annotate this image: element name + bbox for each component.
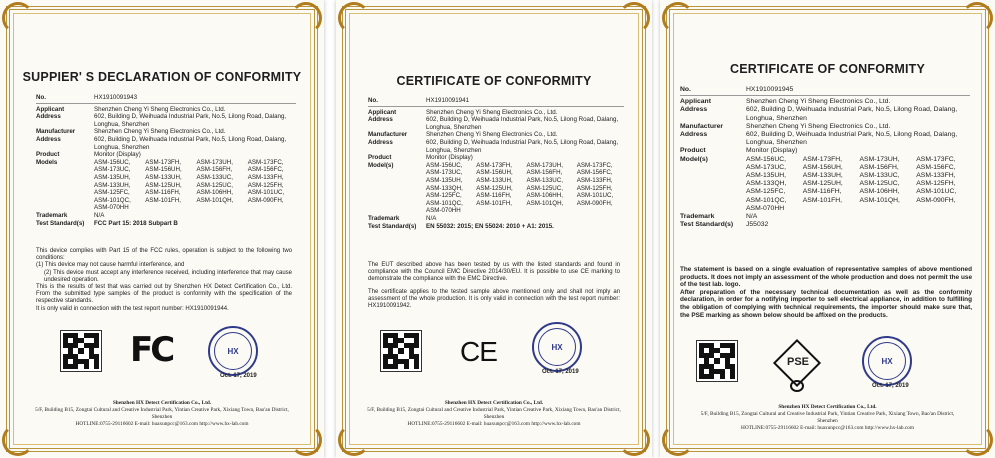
footer: Shenzhen HX Detect Certification Co., Ltd. 5/F, Building B15, Zongtai Cultural and Creative Industrial Park, Yintian Creative Park, Xixiang Town, Bao'an District, Shenzhen HOTLINE:0755-29116602 E-mail: huaxunpcc@163.com http://www.hx-lab.com xyxy=(367,400,621,427)
model-item: ASM-173UC, xyxy=(746,163,787,171)
model-item: ASM-101UC, xyxy=(247,189,285,197)
model-item: ASM-125FH, xyxy=(247,181,284,189)
model-item: ASM-133QH, xyxy=(426,184,463,192)
certificate-title: SUPPIER' S DECLARATION OF CONFORMITY xyxy=(22,70,302,84)
field-no: No. HX1910091943 xyxy=(36,94,138,101)
model-item: ASM-173FH, xyxy=(476,161,513,169)
model-item: ASM-125FH, xyxy=(916,180,956,188)
field-trademark: Trademark N/A xyxy=(680,213,758,221)
model-list xyxy=(94,159,296,212)
model-item: ASM-156UC, xyxy=(94,158,131,166)
corner-ornament-icon xyxy=(618,2,650,34)
issue-date: Oct. 17, 2019 xyxy=(220,373,257,379)
model-item: ASM-125UH, xyxy=(476,184,513,192)
model-item: ASM-090FH, xyxy=(247,196,284,204)
field-applicant: Applicant Shenzhen Cheng Yi Sheng Electronics Co., Ltd. xyxy=(680,98,891,106)
model-item: ASM-156FH, xyxy=(859,163,899,171)
model-item: ASM-070HH xyxy=(426,207,461,215)
corner-ornament-icon xyxy=(2,424,34,456)
model-item: ASM-133UC, xyxy=(526,176,563,184)
certification-seal: HX xyxy=(208,326,258,376)
model-item: ASM-101QC, xyxy=(746,196,787,204)
model-item: ASM-135UH, xyxy=(426,176,463,184)
field-address-2: Address 602, Building D, Weihuada Industrial Park, No.5, Lilong Road, Dalang, Longhua, Shenzhen xyxy=(680,131,958,147)
corner-ornament-icon xyxy=(338,424,370,456)
model-item: ASM-125FC, xyxy=(746,188,786,196)
field-product: Product Monitor (Display) xyxy=(680,147,798,155)
qr-code xyxy=(60,330,102,372)
model-item: ASM-101UC, xyxy=(916,188,957,196)
model-list xyxy=(746,156,970,213)
model-item: ASM-173UC, xyxy=(426,169,463,177)
model-item: ASM-090FH, xyxy=(916,196,956,204)
qr-code xyxy=(696,340,738,382)
corner-ornament-icon xyxy=(961,2,993,34)
model-item: ASM-090FH, xyxy=(576,199,613,207)
model-item: ASM-173FC, xyxy=(247,158,284,166)
model-item: ASM-106HH, xyxy=(196,189,233,197)
model-item: ASM-133UH, xyxy=(94,181,131,189)
certificate-pse xyxy=(660,0,995,458)
model-item: ASM-125UC, xyxy=(526,184,563,192)
model-item: ASM-133UH, xyxy=(145,173,182,181)
model-item: ASM-101FH, xyxy=(802,196,843,204)
field-models: Model(s) ASM-156UC, ASM-173FH, ASM-173UH, ASM-173FC, ASM-173UC, ASM-156UH, ASM-156FH, ASM-156FC, ASM-135UH, ASM-133UH, ASM-133UC, ASM-133FH, ASM-133QH, ASM-125UH, ASM-125UC, ASM-125FH, ASM-125FC, ASM-116FH, ASM-106HH, ASM-101UC, ASM-101QC, ASM-101FH, ASM-101QH, ASM-090FH, ASM-070HH xyxy=(680,156,970,213)
model-item: ASM-116FH, xyxy=(476,192,512,200)
statement-text: The statement is based on a single evaluation of representative samples of above mentioned products. It does not imply an assessment of the whole production and does not permit the use of the test lab. logo. After preparation of the necessary technical documentation as well as the conformity declaration, in order for a notifying importer to sell electrical appliance, in addition to fulfilling the obligation of complying with technical requirements, the importer should make sure that, the PSE marking as shown below should be affixed on the products. xyxy=(680,266,972,319)
model-item: ASM-116FH, xyxy=(145,189,181,197)
field-address-2: Address 602, Building D, Weihuada Industrial Park, No.5, Lilong Road, Dalang, Longhua, Shenzhen xyxy=(368,138,619,154)
certificate-fields xyxy=(680,86,970,229)
field-address: Address 602, Building D, Weihuada Industrial Park, No.5, Lilong Road, Dalang, Longhua, Shenzhen xyxy=(368,116,619,131)
model-item: ASM-070HH xyxy=(94,204,129,212)
model-item: ASM-173UH, xyxy=(526,161,563,169)
model-item: ASM-106HH, xyxy=(859,188,900,196)
certificate-ce xyxy=(336,0,652,458)
field-address-2: Address 602, Building D, Weihuada Industrial Park, No.5, Lilong Road, Dalang, Longhua, Shenzhen xyxy=(36,135,287,151)
model-item: ASM-101FH, xyxy=(145,196,182,204)
field-no: No. HX1910091945 xyxy=(680,86,794,93)
field-manufacturer: Manufacturer Shenzhen Cheng Yi Sheng Electronics Co., Ltd. xyxy=(680,122,891,130)
model-item: ASM-156UH, xyxy=(802,163,843,171)
issue-date: Oct. 17, 2019 xyxy=(542,369,579,375)
model-item: ASM-125FC, xyxy=(94,189,130,197)
model-item: ASM-101QC, xyxy=(426,199,463,207)
issue-date: Oct. 17, 2019 xyxy=(872,383,909,389)
corner-ornament-icon xyxy=(618,424,650,456)
field-product: Product Monitor (Display) xyxy=(368,154,473,162)
certificate-fields xyxy=(36,94,296,227)
model-item: ASM-133QH, xyxy=(746,180,787,188)
model-item: ASM-156FH, xyxy=(196,166,233,174)
model-item: ASM-125UC, xyxy=(196,181,233,189)
model-item: ASM-133FH, xyxy=(247,173,284,181)
model-item: ASM-133FH, xyxy=(576,176,613,184)
model-item: ASM-156FC, xyxy=(916,163,956,171)
model-item: ASM-116FH, xyxy=(802,188,842,196)
corner-ornament-icon xyxy=(338,2,370,34)
model-list xyxy=(426,162,624,215)
field-models: Models ASM-156UC, ASM-173FH, ASM-173UH, ASM-173FC, ASM-173UC, ASM-156UH, ASM-156FH, ASM-156FC, ASM-135UH, ASM-133UH, ASM-133UC, ASM-133FH, ASM-133UH, ASM-125UH, ASM-125UC, ASM-125FH, ASM-125FC, ASM-116FH, ASM-106HH, ASM-101UC, ASM-101QC, ASM-101FH, ASM-101QH, ASM-090FH, ASM-070HH xyxy=(36,159,296,212)
certificate-title: CERTIFICATE OF CONFORMITY xyxy=(396,74,592,88)
field-applicant: Applicant Shenzhen Cheng Yi Sheng Electronics Co., Ltd. xyxy=(368,108,558,116)
model-item: ASM-156FC, xyxy=(247,166,284,174)
model-item: ASM-173UH, xyxy=(196,158,233,166)
model-item: ASM-156FC, xyxy=(576,169,613,177)
model-item: ASM-173UH, xyxy=(859,155,900,163)
pse-circle-icon xyxy=(790,380,804,392)
field-address: Address 602, Building D, Weihuada Industrial Park, No.5, Lilong Road, Dalang, Longhua, Shenzhen xyxy=(680,106,958,122)
corner-ornament-icon xyxy=(662,2,694,34)
field-trademark: Trademark N/A xyxy=(36,211,105,219)
field-product: Product Monitor (Display) xyxy=(36,151,141,159)
field-no: No. HX1910091941 xyxy=(368,97,470,104)
model-item: ASM-173FH, xyxy=(802,155,843,163)
model-item: ASM-125FH, xyxy=(576,184,613,192)
corner-ornament-icon xyxy=(290,424,322,456)
model-item: ASM-173FC, xyxy=(916,155,956,163)
fcc-mark: FC xyxy=(130,330,173,370)
field-address: Address 602, Building D, Weihuada Industrial Park, No.5, Lilong Road, Dalang, Longhua, Shenzhen xyxy=(36,113,287,128)
certification-seal: HX xyxy=(532,322,582,372)
model-item: ASM-125UC, xyxy=(859,180,900,188)
model-item: ASM-125UH, xyxy=(145,181,182,189)
model-item: ASM-133UC, xyxy=(196,173,233,181)
model-item: ASM-156UC, xyxy=(746,155,787,163)
ce-mark: CE xyxy=(460,336,497,367)
model-item: ASM-156UH, xyxy=(476,169,513,177)
model-item: ASM-106HH, xyxy=(526,192,563,200)
qr-code xyxy=(380,330,422,372)
model-item: ASM-156UC, xyxy=(426,161,463,169)
field-standard: Test Standard(s) EN 55032: 2015; EN 55024: 2010 + A1: 2015. xyxy=(368,222,554,230)
field-standard: Test Standard(s) J55032 xyxy=(680,221,769,229)
model-item: ASM-101QC, xyxy=(94,196,131,204)
field-manufacturer: Manufacturer Shenzhen Cheng Yi Sheng Electronics Co., Ltd. xyxy=(368,131,558,139)
model-item: ASM-101QH, xyxy=(196,196,234,204)
footer: Shenzhen HX Detect Certification Co., Ltd. 5/F, Building B15, Zongtai Cultural and Creative Industrial Park, Yintian Creative Park, Xixiang Town, Bao'an District, Shenzhen HOTLINE:0755-29116602 E-mail: huaxunpcc@163.com http://www.hx-lab.com xyxy=(35,400,289,427)
footer: Shenzhen HX Detect Certification Co., Ltd. 5/F, Building B15, Zongtai Cultural and Creative Industrial Park, Yintian Creative Park, Xixiang Town, Bao'an District, Shenzhen HOTLINE:0755-29116602 E-mail: huaxunpcc@163.com http://www.hx-lab.com xyxy=(700,404,955,431)
field-manufacturer: Manufacturer Shenzhen Cheng Yi Sheng Electronics Co., Ltd. xyxy=(36,128,226,136)
statement-text: This device complies with Part 15 of the FCC rules, operation is subject to the following two conditions: (1) This device may not cause harmful interference, and (2) This device must accept any interference received, including interference that may cause undesired operation. This is the results of test that was carried out by Shenzhen HX Detect Certification Co., Ltd. From the submitted type samples of the product is conformity with the specification of the respective standards. It is only valid in connection with the test report number: HX1910091944. xyxy=(36,248,292,312)
pse-label: PSE xyxy=(786,356,809,368)
certificate-fcc xyxy=(0,0,324,458)
model-item: ASM-101FH, xyxy=(476,199,513,207)
model-item: ASM-173FC, xyxy=(576,161,613,169)
model-item: ASM-135UH, xyxy=(746,172,787,180)
model-item: ASM-125UH, xyxy=(802,180,843,188)
model-item: ASM-125FC, xyxy=(426,192,462,200)
field-standard: Test Standard(s) FCC Part 15: 2018 Subpart B xyxy=(36,219,178,227)
corner-ornament-icon xyxy=(290,2,322,34)
model-item: ASM-156FH, xyxy=(526,169,563,177)
model-item: ASM-156UH, xyxy=(145,166,182,174)
certificate-fields xyxy=(368,97,624,230)
field-applicant: Applicant Shenzhen Cheng Yi Sheng Electronics Co., Ltd. xyxy=(36,105,226,113)
model-item: ASM-133UC, xyxy=(859,172,900,180)
field-models: Model(s) ASM-156UC, ASM-173FH, ASM-173UH, ASM-173FC, ASM-173UC, ASM-156UH, ASM-156FH, ASM-156FC, ASM-135UH, ASM-133UH, ASM-133UC, ASM-133FH, ASM-133QH, ASM-125UH, ASM-125UC, ASM-125FH, ASM-125FC, ASM-116FH, ASM-106HH, ASM-101UC, ASM-101QC, ASM-101FH, ASM-101QH, ASM-090FH, ASM-070HH xyxy=(368,162,624,215)
pse-mark xyxy=(778,344,818,392)
model-item: ASM-101QH, xyxy=(859,196,900,204)
model-item: ASM-135UH, xyxy=(94,173,131,181)
field-trademark: Trademark N/A xyxy=(368,214,437,222)
model-item: ASM-101UC, xyxy=(576,192,614,200)
model-item: ASM-070HH xyxy=(746,204,785,212)
model-item: ASM-173UC, xyxy=(94,166,131,174)
model-item: ASM-133UH, xyxy=(476,176,513,184)
model-item: ASM-101QH, xyxy=(526,199,564,207)
corner-ornament-icon xyxy=(2,2,34,34)
certification-seal: HX xyxy=(862,336,912,386)
model-item: ASM-173FH, xyxy=(145,158,182,166)
model-item: ASM-133FH, xyxy=(916,172,956,180)
statement-text: The EUT described above has been tested by us with the listed standards and found in compliance with the Council EMC Directive 2014/30/EU. It is possible to use CE marking to demonstrate the compliance with the EMC Directive. The certificate applies to the tested sample above mentioned only and shall not imply an assessment of the whole production. It is only valid in connection with the test report number: HX1910091942. xyxy=(368,262,620,310)
model-item: ASM-133UH, xyxy=(802,172,843,180)
certificate-title: CERTIFICATE OF CONFORMITY xyxy=(729,62,926,76)
